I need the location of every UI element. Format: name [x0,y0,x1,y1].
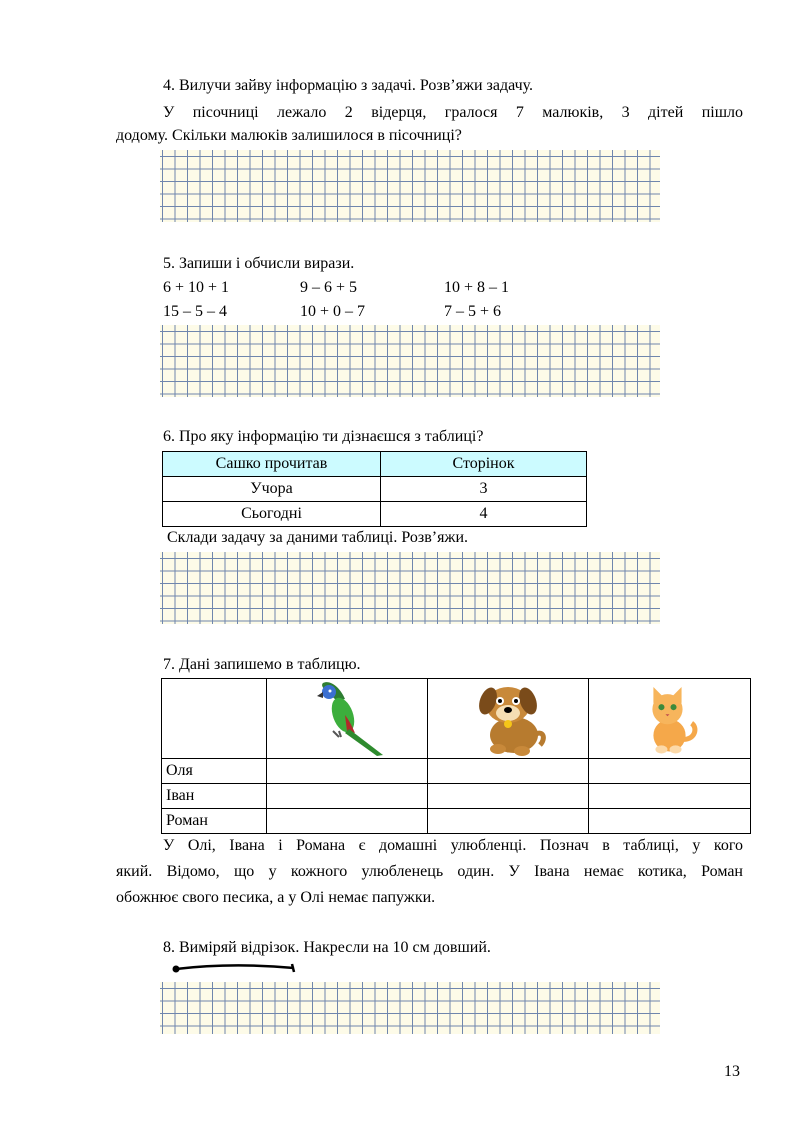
task4-title: 4. Вилучи зайву інформацію з задачі. Розв’яжи задачу. [163,77,534,94]
table-cell-pages: 3 [381,477,587,502]
table-cell-pages: 4 [381,502,587,527]
task6-instruction: Склади задачу за даними таблиці. Розв’яжи. [167,529,469,546]
task6-title: 6. Про яку інформацію ти дізнаєшся з таблиці? [163,428,484,445]
answer-cell[interactable] [428,784,589,809]
answer-cell[interactable] [267,759,428,784]
table-corner-cell [162,679,267,759]
answer-grid-task4[interactable] [160,150,660,222]
pet-owner-name: Роман [162,809,267,834]
segment-to-measure [170,960,300,976]
expression-1-2: 9 – 6 + 5 [300,279,358,296]
task7-text-line1: У Олі, Івана і Романа є домашні улюбленці. Познач в таблиці, у кого [163,837,743,854]
task4-text-line1: У пісочниці лежало 2 відерця, гралося 7 малюків, 3 дітей пішло [163,104,743,121]
answer-cell[interactable] [589,809,751,834]
expression-2-3: 7 – 5 + 6 [444,303,502,320]
answer-cell[interactable] [589,759,751,784]
task7-text-line3: обожнює свого песика, а у Олі немає папужки. [116,889,436,906]
table-header-pages: Сторінок [381,452,587,477]
answer-grid-task6[interactable] [160,552,660,624]
table-cell-day: Сьогодні [163,502,381,527]
answer-cell[interactable] [428,809,589,834]
parrot-header-cell [267,679,428,759]
task8-title: 8. Виміряй відрізок. Накресли на 10 см довший. [163,939,491,956]
expression-1-3: 10 + 8 – 1 [444,279,510,296]
answer-cell[interactable] [589,784,751,809]
expression-1-1: 6 + 10 + 1 [163,279,230,296]
expression-2-1: 15 – 5 – 4 [163,303,227,320]
reading-table [162,451,587,527]
table-header-read: Сашко прочитав [163,452,381,477]
answer-grid-task8[interactable] [160,982,660,1034]
answer-grid-task5[interactable] [160,325,660,397]
parrot-icon [267,679,427,758]
table-cell-day: Учора [163,477,381,502]
task7-title: 7. Дані запишемо в таблицю. [163,656,361,673]
pet-owner-name: Іван [162,784,267,809]
page-number: 13 [724,1063,740,1080]
cat-icon [589,679,750,758]
task4-text-line2: додому. Скільки малюків залишилося в пісочниці? [116,127,462,144]
answer-cell[interactable] [428,759,589,784]
pets-table [161,678,751,834]
expression-2-2: 10 + 0 – 7 [300,303,366,320]
cat-header-cell [589,679,751,759]
answer-cell[interactable] [267,809,428,834]
dog-header-cell [428,679,589,759]
pet-owner-name: Оля [162,759,267,784]
task5-title: 5. Запиши і обчисли вирази. [163,255,355,272]
answer-cell[interactable] [267,784,428,809]
dog-icon [428,679,588,758]
task7-text-line2: який. Відомо, що у кожного улюбленець один. У Івана немає котика, Роман [116,863,743,880]
